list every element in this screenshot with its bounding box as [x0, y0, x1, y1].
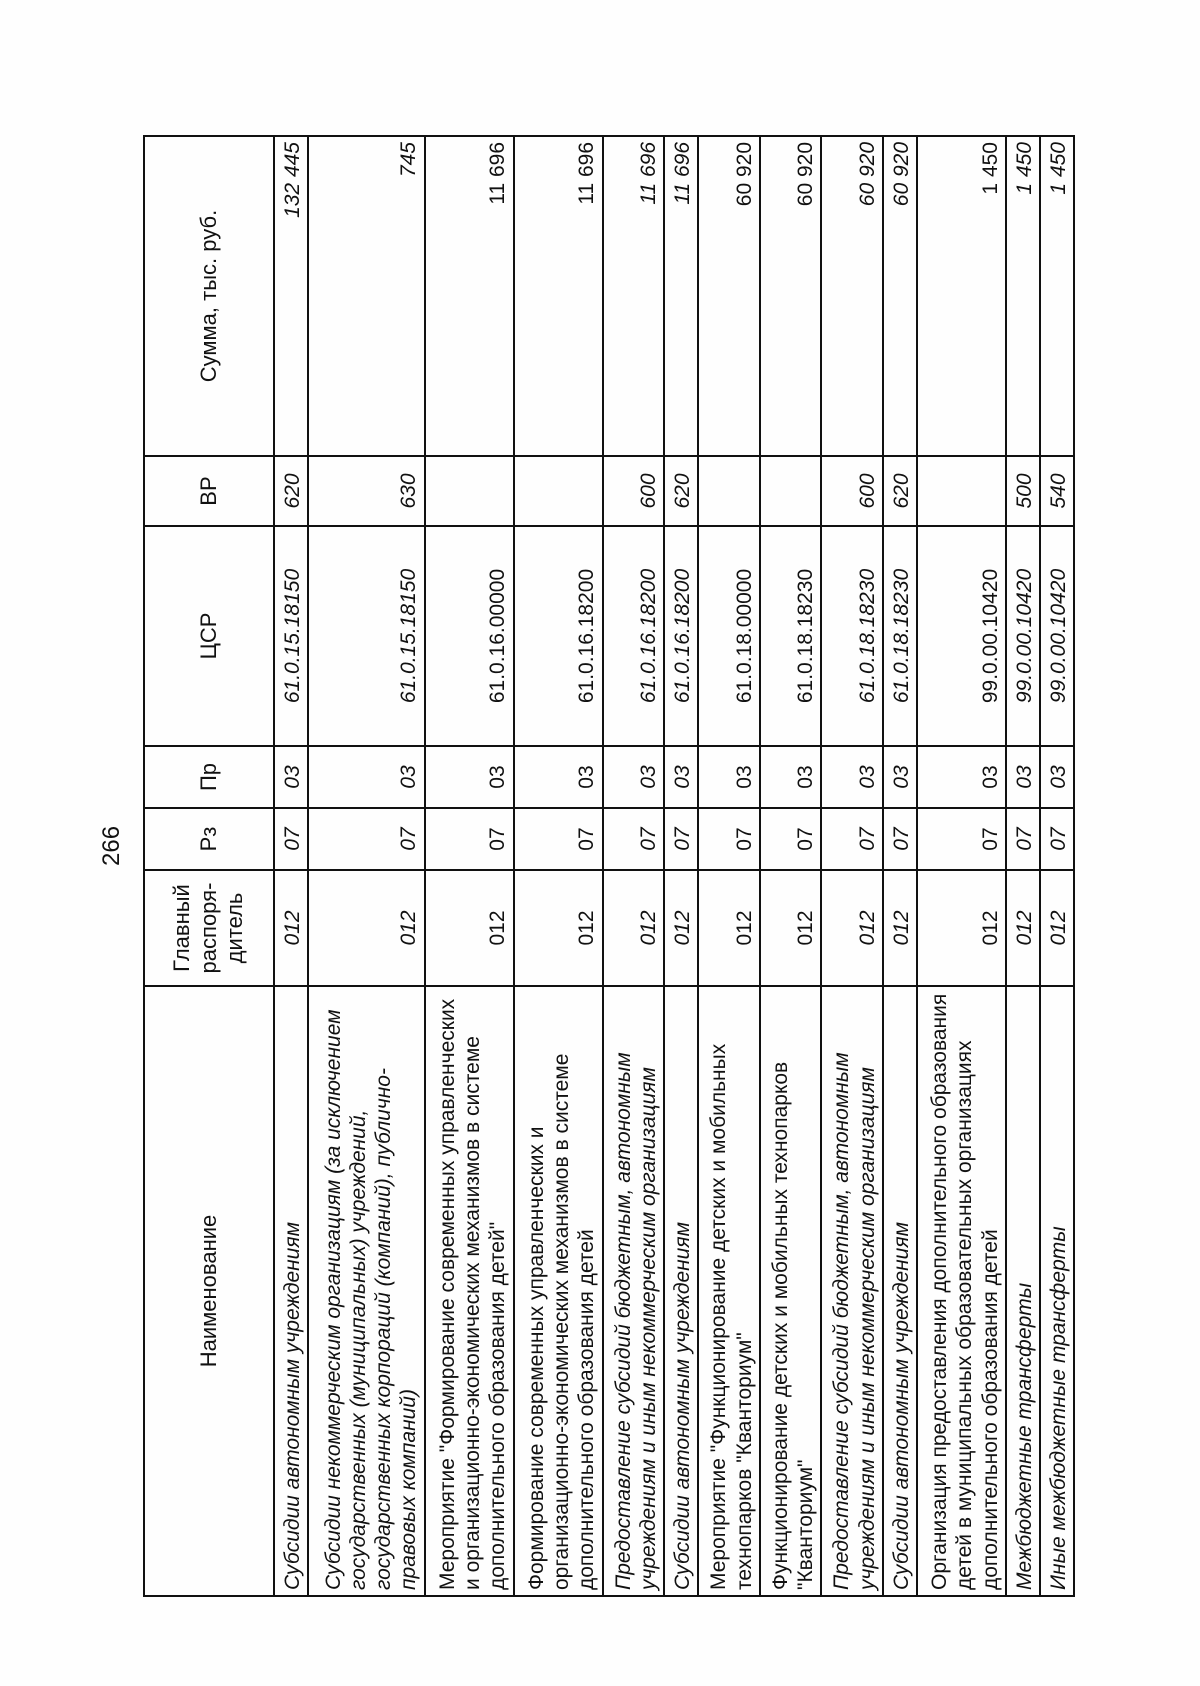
table-row	[883, 136, 917, 1596]
row-name: Формирование современных управленческих и организационно-экономических механизмов в системе дополнительного образования детей	[514, 986, 603, 1596]
row-rz: 07	[603, 808, 665, 870]
row-csr: 99.0.00.10420	[1040, 526, 1074, 746]
table-row	[603, 136, 665, 1596]
row-vr	[514, 456, 603, 526]
row-csr: 61.0.15.18150	[274, 526, 308, 746]
row-name: Предоставление субсидий бюджетным, автономным учреждениям и иным некоммерческим организациям	[603, 986, 665, 1596]
row-sum: 11 696	[425, 136, 514, 456]
header-rz: Рз	[144, 808, 274, 870]
row-chief: 012	[698, 870, 760, 986]
row-rz: 07	[883, 808, 917, 870]
row-rz: 07	[1040, 808, 1074, 870]
row-sum: 11 696	[514, 136, 603, 456]
table-row	[821, 136, 883, 1596]
row-pr: 03	[308, 746, 425, 808]
row-chief: 012	[603, 870, 665, 986]
row-csr: 99.0.00.10420	[1006, 526, 1040, 746]
header-pr: Пр	[144, 746, 274, 808]
table-row	[664, 136, 698, 1596]
table-row	[514, 136, 603, 1596]
page-number: 266	[98, 825, 125, 866]
row-sum: 11 696	[603, 136, 665, 456]
row-name: Иные межбюджетные трансферты	[1040, 986, 1074, 1596]
row-chief: 012	[1006, 870, 1040, 986]
row-pr: 03	[603, 746, 665, 808]
row-vr: 620	[274, 456, 308, 526]
row-rz: 07	[917, 808, 1006, 870]
table-row	[698, 136, 760, 1596]
row-pr: 03	[1006, 746, 1040, 808]
row-csr: 61.0.16.18200	[514, 526, 603, 746]
row-chief: 012	[664, 870, 698, 986]
row-pr: 03	[698, 746, 760, 808]
row-pr: 03	[917, 746, 1006, 808]
row-pr: 03	[274, 746, 308, 808]
row-csr: 61.0.18.00000	[698, 526, 760, 746]
row-vr	[760, 456, 822, 526]
row-csr: 61.0.18.18230	[883, 526, 917, 746]
row-chief: 012	[514, 870, 603, 986]
header-csr: ЦСР	[144, 526, 274, 746]
row-sum: 60 920	[760, 136, 822, 456]
row-name: Мероприятие "Формирование современных управленческих и организационно-экономических механизмов в системе дополнительного образования детей"	[425, 986, 514, 1596]
row-pr: 03	[821, 746, 883, 808]
row-name: Субсидии автономным учреждениям	[664, 986, 698, 1596]
row-csr: 61.0.16.18200	[664, 526, 698, 746]
row-rz: 07	[664, 808, 698, 870]
row-pr: 03	[664, 746, 698, 808]
header-vr: ВР	[144, 456, 274, 526]
row-vr: 600	[603, 456, 665, 526]
budget-table	[143, 135, 1075, 1597]
header-name: Наименование	[144, 986, 274, 1596]
row-csr: 61.0.16.00000	[425, 526, 514, 746]
row-name: Организация предоставления дополнительного образования детей в муниципальных образовательных организациях дополнительного образования детей	[917, 986, 1006, 1596]
row-chief: 012	[760, 870, 822, 986]
row-vr	[425, 456, 514, 526]
row-csr: 61.0.18.18230	[760, 526, 822, 746]
row-csr: 61.0.18.18230	[821, 526, 883, 746]
row-sum: 132 445	[274, 136, 308, 456]
row-name: Межбюджетные трансферты	[1006, 986, 1040, 1596]
row-pr: 03	[1040, 746, 1074, 808]
row-vr: 620	[883, 456, 917, 526]
row-rz: 07	[308, 808, 425, 870]
table-row	[1040, 136, 1074, 1596]
row-pr: 03	[514, 746, 603, 808]
row-pr: 03	[760, 746, 822, 808]
table-row	[274, 136, 308, 1596]
row-sum: 60 920	[821, 136, 883, 456]
table-row	[1006, 136, 1040, 1596]
row-csr: 61.0.16.18200	[603, 526, 665, 746]
row-sum: 11 696	[664, 136, 698, 456]
row-csr: 61.0.15.18150	[308, 526, 425, 746]
row-vr: 600	[821, 456, 883, 526]
row-rz: 07	[425, 808, 514, 870]
row-chief: 012	[274, 870, 308, 986]
table-row	[917, 136, 1006, 1596]
row-name: Предоставление субсидий бюджетным, автономным учреждениям и иным некоммерческим организациям	[821, 986, 883, 1596]
row-sum: 60 920	[698, 136, 760, 456]
row-chief: 012	[821, 870, 883, 986]
row-rz: 07	[1006, 808, 1040, 870]
row-chief: 012	[883, 870, 917, 986]
row-name: Субсидии некоммерческим организациям (за исключением государственных (муниципальных) учреждений, государственных корпораций (компаний), публично-правовых компаний)	[308, 986, 425, 1596]
row-chief: 012	[425, 870, 514, 986]
row-vr: 500	[1006, 456, 1040, 526]
row-csr: 99.0.00.10420	[917, 526, 1006, 746]
header-sum: Сумма, тыс. руб.	[144, 136, 274, 456]
row-vr	[698, 456, 760, 526]
row-rz: 07	[760, 808, 822, 870]
row-vr: 620	[664, 456, 698, 526]
header-chief: Главный распоря- дитель	[144, 870, 274, 986]
row-chief: 012	[917, 870, 1006, 986]
row-rz: 07	[514, 808, 603, 870]
row-vr: 540	[1040, 456, 1074, 526]
row-pr: 03	[883, 746, 917, 808]
row-pr: 03	[425, 746, 514, 808]
table-row	[308, 136, 425, 1596]
row-name: Мероприятие "Функционирование детских и мобильных технопарков "Кванториум"	[698, 986, 760, 1596]
row-name: Субсидии автономным учреждениям	[883, 986, 917, 1596]
row-sum: 1 450	[1006, 136, 1040, 456]
row-chief: 012	[1040, 870, 1074, 986]
row-rz: 07	[821, 808, 883, 870]
table-header-row	[144, 136, 274, 1596]
row-sum: 745	[308, 136, 425, 456]
table-row	[760, 136, 822, 1596]
row-sum: 1 450	[917, 136, 1006, 456]
row-chief: 012	[308, 870, 425, 986]
row-rz: 07	[698, 808, 760, 870]
table-row	[425, 136, 514, 1596]
row-sum: 1 450	[1040, 136, 1074, 456]
row-sum: 60 920	[883, 136, 917, 456]
row-vr	[917, 456, 1006, 526]
row-vr: 630	[308, 456, 425, 526]
row-name: Функционирование детских и мобильных технопарков "Кванториум"	[760, 986, 822, 1596]
budget-table-container	[143, 137, 1075, 1597]
row-name: Субсидии автономным учреждениям	[274, 986, 308, 1596]
row-rz: 07	[274, 808, 308, 870]
